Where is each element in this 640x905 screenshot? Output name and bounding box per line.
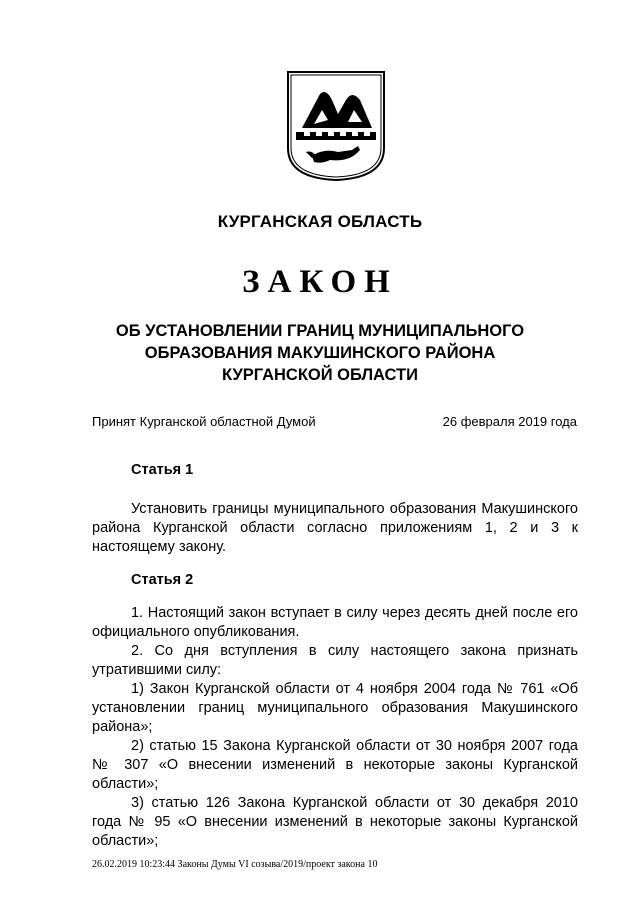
paragraph: 1) Закон Курганской области от 4 ноября 2004 года № 761 «Об установлении границ муниципального образования Макушинского района»; [92, 681, 578, 735]
coat-of-arms-icon [286, 70, 386, 182]
document-footer: 26.02.2019 10:23:44 Законы Думы VI созыва/2019/проект закона 10 [92, 859, 378, 870]
paragraph: Установить границы муниципального образования Макушинского района Курганской области согласно приложениям 1, 2 и 3 к настоящему закону. [92, 501, 578, 555]
article-2-body [92, 604, 578, 851]
law-subject-title [80, 320, 560, 386]
paragraph: 2. Со дня вступления в силу настоящего закона признать утратившими силу: [92, 643, 578, 678]
paragraph: 3) статью 126 Закона Курганской области от 30 декабря 2010 года № 95 «О внесении изменений в некоторые законы Курганской области»; [92, 795, 578, 849]
article-1-title: Статья 1 [131, 462, 194, 478]
region-title: КУРГАНСКАЯ ОБЛАСТЬ [217, 212, 423, 231]
article-1-body [92, 500, 578, 557]
subject-line: ОБРАЗОВАНИЯ МАКУШИНСКОГО РАЙОНА [144, 344, 496, 362]
subject-line: ОБ УСТАНОВЛЕНИИ ГРАНИЦ МУНИЦИПАЛЬНОГО [115, 322, 525, 340]
document-type-title: ЗАКОН [242, 264, 398, 300]
subject-line: КУРГАНСКОЙ ОБЛАСТИ [222, 366, 418, 384]
adopted-by: Принят Курганской областной Думой [92, 414, 316, 429]
paragraph: 2) статью 15 Закона Курганской области от 30 ноября 2007 года № 307 «О внесении изменений в некоторые законы Курганской области»; [92, 738, 578, 792]
paragraph: 1. Настоящий закон вступает в силу через десять дней после его официального опубликования. [92, 605, 578, 640]
adoption-date: 26 февраля 2019 года [442, 414, 577, 429]
article-2-title: Статья 2 [131, 572, 194, 588]
